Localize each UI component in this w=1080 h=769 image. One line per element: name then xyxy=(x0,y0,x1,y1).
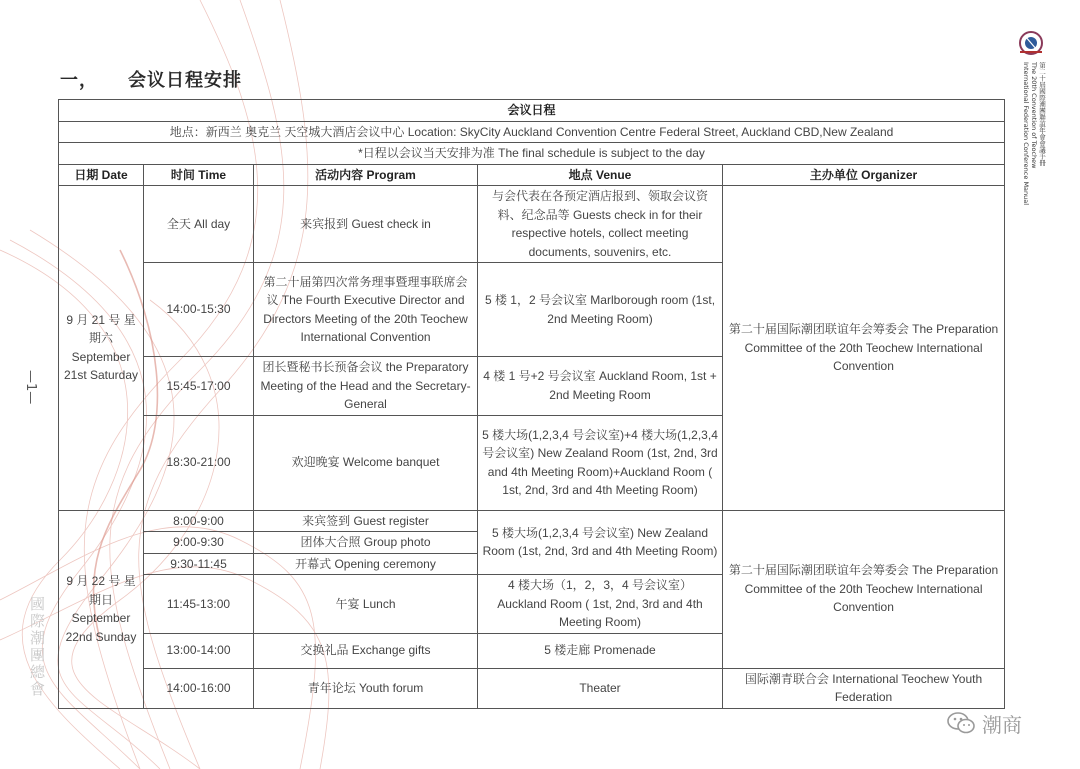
table-row xyxy=(59,668,1005,708)
wechat-icon xyxy=(946,711,976,735)
time-cell: 13:00-14:00 xyxy=(144,633,254,668)
venue-cell: 5 楼大场(1,2,3,4 号会议室)+4 楼大场(1,2,3,4 号会议室) New Zealand Room (1st, 2nd, 3rd and 4th Meeting Room)+Auckland Room ( 1st, 2nd, 3rd and 4th Meeting Room) xyxy=(478,415,723,510)
header-program: 活动内容 Program xyxy=(254,164,478,186)
time-cell: 15:45-17:00 xyxy=(144,357,254,416)
section-number: 一， xyxy=(60,70,98,91)
venue-cell: 4 楼大场（1，2，3，4 号会议室） Auckland Room ( 1st, 2nd, 3rd and 4th Meeting Room) xyxy=(478,575,723,634)
program-cell: 来宾报到 Guest check in xyxy=(254,186,478,263)
time-cell: 全天 All day xyxy=(144,186,254,263)
header-organizer: 主办单位 Organizer xyxy=(723,164,1005,186)
logo-line: International Federation Conference Manual xyxy=(1022,62,1030,206)
header-venue: 地点 Venue xyxy=(478,164,723,186)
program-cell: 第二十届第四次常务理事暨理事联席会议 The Fourth Executive Director and Directors Meeting of the 20th Teochew International Convention xyxy=(254,263,478,357)
program-cell: 交换礼品 Exchange gifts xyxy=(254,633,478,668)
table-row xyxy=(59,186,1005,263)
program-cell: 来宾签到 Guest register xyxy=(254,510,478,532)
table-header-row xyxy=(59,164,1005,186)
program-cell: 团长暨秘书长预备会议 the Preparatory Meeting of the Head and the Secretary-General xyxy=(254,357,478,416)
venue-cell: Theater xyxy=(478,668,723,708)
header-time: 时间 Time xyxy=(144,164,254,186)
logo-line: 第二十屆國際潮團聯誼年會會議手冊 xyxy=(1038,62,1046,166)
time-cell: 9:30-11:45 xyxy=(144,553,254,575)
venue-cell: 5 楼大场(1,2,3,4 号会议室) New Zealand Room (1st, 2nd, 3rd and 4th Meeting Room) xyxy=(478,510,723,575)
section-title: 会议日程安排 xyxy=(128,70,242,91)
program-cell: 午宴 Lunch xyxy=(254,575,478,634)
schedule-note: *日程以会议当天安排为准 The final schedule is subject to the day xyxy=(59,143,1005,165)
organizer-cell-youth: 国际潮青联合会 International Teochew Youth Federation xyxy=(723,668,1005,708)
time-cell: 14:00-15:30 xyxy=(144,263,254,357)
watermark-bottom-right xyxy=(946,708,1022,738)
time-cell: 18:30-21:00 xyxy=(144,415,254,510)
header-date: 日期 Date xyxy=(59,164,144,186)
time-cell: 8:00-9:00 xyxy=(144,510,254,532)
program-cell: 欢迎晚宴 Welcome banquet xyxy=(254,415,478,510)
venue-cell: 4 楼 1 号+2 号会议室 Auckland Room, 1st + 2nd Meeting Room xyxy=(478,357,723,416)
convention-emblem-icon xyxy=(1014,30,1048,58)
logo-text xyxy=(1018,62,1046,232)
venue-cell: 5 楼 1，2 号会议室 Marlborough room (1st, 2nd Meeting Room) xyxy=(478,263,723,357)
table-row xyxy=(59,510,1005,532)
watermark-text: 潮商 xyxy=(982,712,1022,737)
venue-cell: 5 楼走廊 Promenade xyxy=(478,633,723,668)
date-cell-day2: 9 月 22 号 星期日 September 22nd Sunday xyxy=(59,510,144,708)
logo-line: The 20th Convention of Teochew xyxy=(1030,62,1038,169)
time-cell: 11:45-13:00 xyxy=(144,575,254,634)
date-cell-day1: 9 月 21 号 星期六 September 21st Saturday xyxy=(59,186,144,511)
convention-logo xyxy=(1012,30,1050,206)
watermark-left: 國際潮團總會 xyxy=(28,596,46,698)
program-cell: 青年论坛 Youth forum xyxy=(254,668,478,708)
schedule-table xyxy=(58,99,1005,709)
time-cell: 9:00-9:30 xyxy=(144,532,254,554)
location-row: 地点：新西兰 奥克兰 天空城大酒店会议中心 Location: SkyCity Auckland Convention Centre Federal Street, Auckland CBD,New Zealand xyxy=(59,121,1005,143)
organizer-cell-day2: 第二十届国际潮团联谊年会筹委会 The Preparation Committee of the 20th Teochew International Convention xyxy=(723,510,1005,668)
program-cell: 团体大合照 Group photo xyxy=(254,532,478,554)
program-cell: 开幕式 Opening ceremony xyxy=(254,553,478,575)
table-title: 会议日程 xyxy=(59,100,1005,122)
section-heading xyxy=(60,66,242,92)
time-cell: 14:00-16:00 xyxy=(144,668,254,708)
page-number: —1— xyxy=(23,370,38,405)
venue-cell: 与会代表在各预定酒店报到、领取会议资料、纪念品等 Guests check in for their respective hotels, collect meeting documents, souvenirs, etc. xyxy=(478,186,723,263)
organizer-cell-day1: 第二十届国际潮团联谊年会筹委会 The Preparation Committee of the 20th Teochew International Convention xyxy=(723,186,1005,511)
